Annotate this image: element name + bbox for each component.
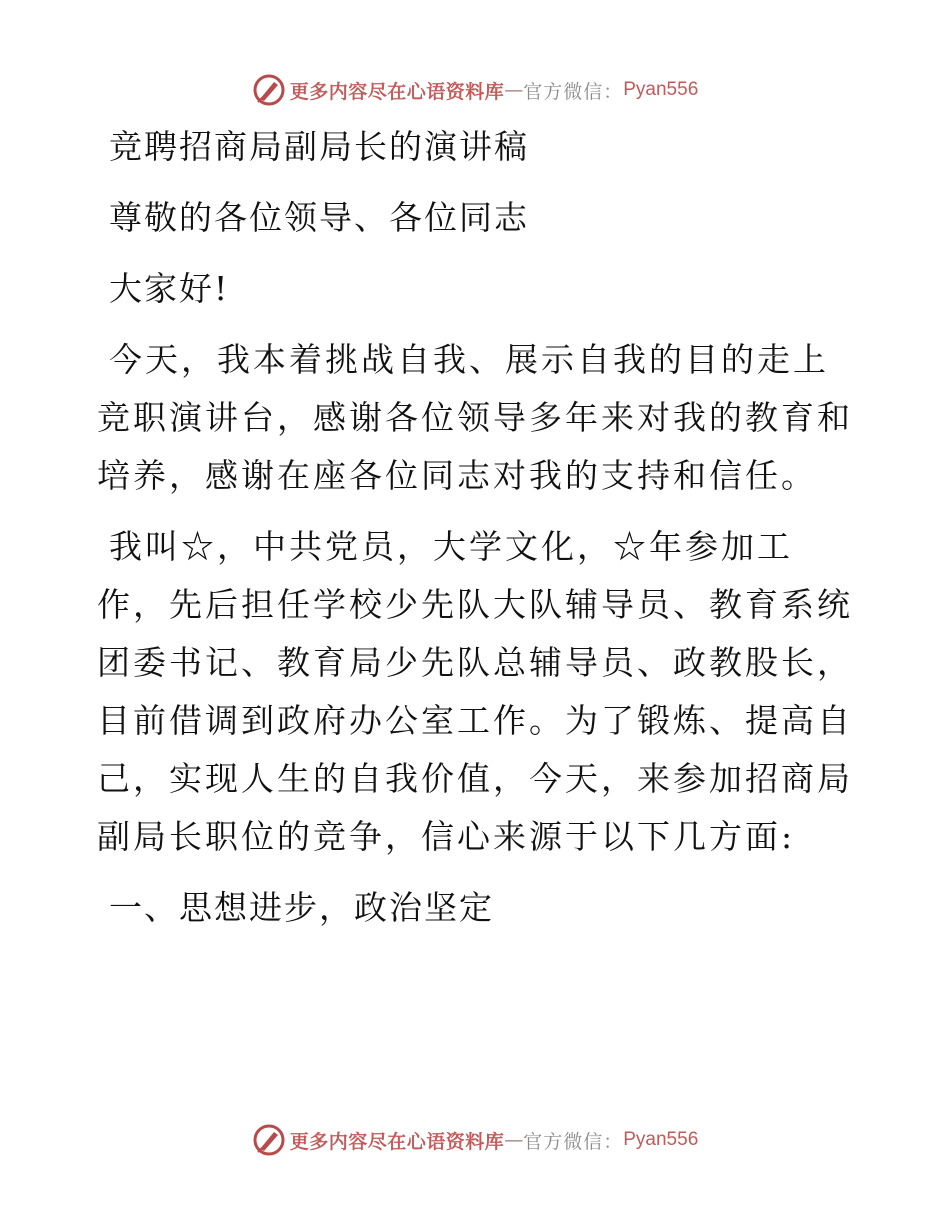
header-watermark xyxy=(0,70,950,110)
greeting: 大家好! xyxy=(109,269,230,308)
section-heading-1: 一、思想进步，政治坚定 xyxy=(109,888,494,927)
quill-pen-seal-icon xyxy=(252,73,286,107)
footer-watermark xyxy=(0,1120,950,1160)
watermark-wechat-id: Pyan556 xyxy=(623,1129,699,1150)
document-title: 竞聘招商局副局长的演讲稿 xyxy=(109,127,529,166)
paragraph-self-introduction: 我叫☆，中共党员，大学文化，☆年参加工作，先后担任学校少先队大队辅导员、教育系统团委书记、教育局少先队总辅导员、政教股长，目前借调到政府办公室工作。为了锻炼、提高自己，实现人生的自我价值，今天，来参加招商局副局长职位的竞争，信心来源于以下几方面: xyxy=(97,527,853,856)
watermark-wechat-label: 官方微信： xyxy=(523,1130,624,1153)
watermark-wechat-label: 官方微信： xyxy=(523,80,624,103)
watermark-site-text: 更多内容尽在心语资料库 xyxy=(289,80,505,103)
watermark-dash: — xyxy=(504,79,524,101)
watermark-dash: — xyxy=(504,1129,524,1151)
document-body xyxy=(97,118,857,950)
watermark-site-text: 更多内容尽在心语资料库 xyxy=(289,1130,505,1153)
salutation: 尊敬的各位领导、各位同志 xyxy=(109,198,529,237)
quill-pen-seal-icon xyxy=(252,1123,286,1157)
paragraph-intro: 今天，我本着挑战自我、展示自我的目的走上竞职演讲台，感谢各位领导多年来对我的教育和培养，感谢在座各位同志对我的支持和信任。 xyxy=(97,340,853,495)
watermark-wechat-id: Pyan556 xyxy=(623,79,699,100)
